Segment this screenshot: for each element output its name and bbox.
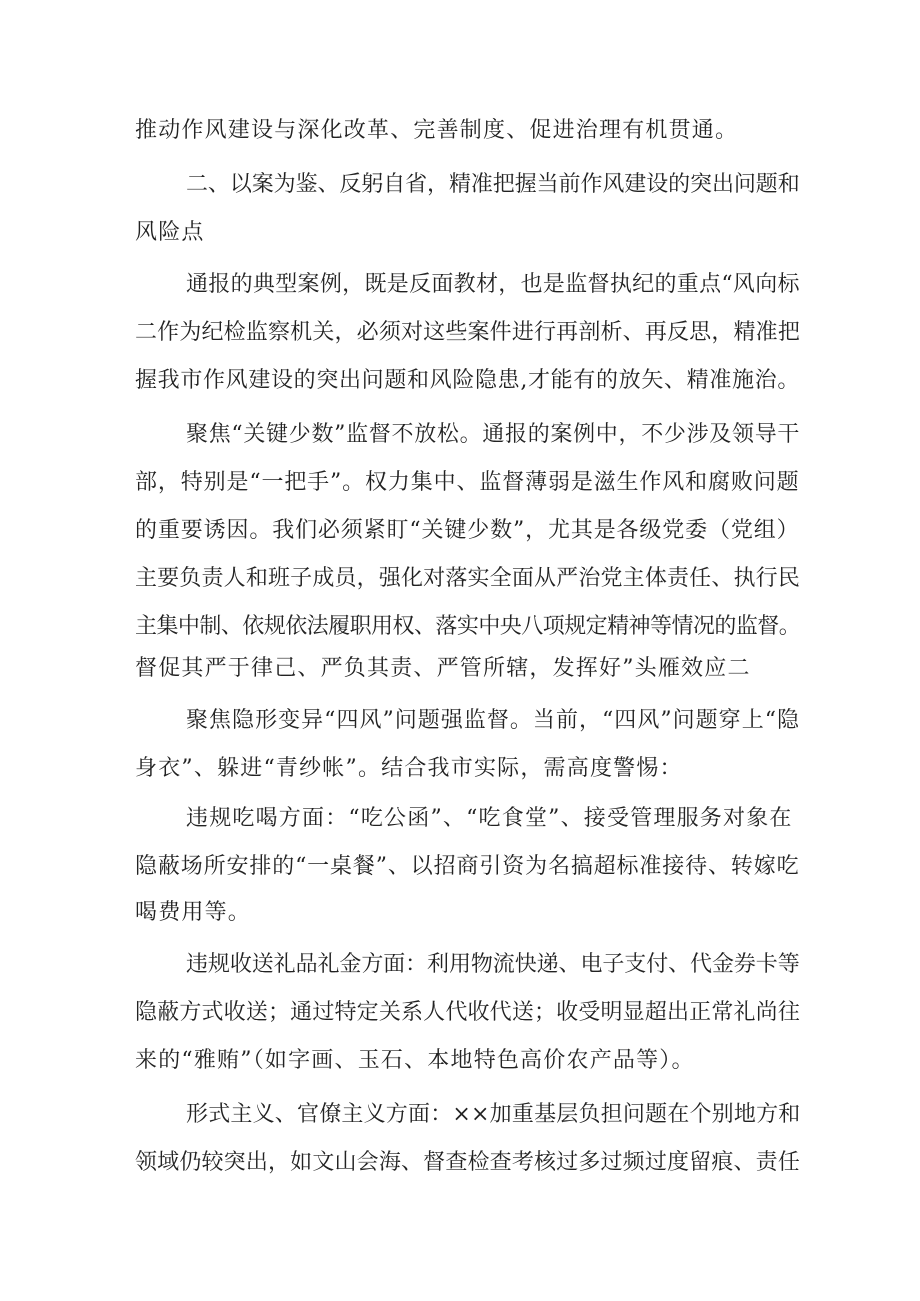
text-line: 违规收送礼品礼金方面：利用物流快递、电子支付、代金券卡等 [186, 952, 800, 977]
text-line: 主要负责人和班子成员，强化对落实全面从严治党主体责任、执行民 [135, 566, 801, 591]
text-line: 督促其严于律己、严负其责、严管所辖，发挥好”头雁效应二 [135, 656, 751, 681]
text-line: 主集中制、依规依法履职用权、落实中央八项规定精神等情况的监督。 [135, 614, 801, 639]
text-line: 部，特别是“一把手”。权力集中、监督薄弱是滋生作风和腐败问题 [135, 470, 800, 495]
text-line: 来的“雅贿”（如字画、玉石、本地特色高价农产品等）。 [135, 1048, 695, 1073]
text-line: 聚焦隐形变异“四风”问题强监督。当前，“四风”问题穿上“隐 [186, 708, 801, 733]
text-line: 隐蔽场所安排的“一桌餐”、以招商引资为名搞超标准接待、转嫁吃 [135, 854, 800, 879]
text-line: 形式主义、官僚主义方面：××加重基层负担问题在个别地方和 [186, 1102, 801, 1127]
section-heading-line: 风险点 [135, 220, 205, 245]
text-line: 的重要诱因。我们必须紧盯“关键少数”，尤其是各级党委（党组） [135, 518, 800, 543]
text-line: 违规吃喝方面：“吃公函”、“吃食堂”、接受管理服务对象在 [186, 806, 793, 831]
section-heading-line: 二、以案为鉴、反躬自省，精准把握当前作风建设的突出问题和 [186, 172, 800, 197]
text-line: 聚焦“关键少数”监督不放松。通报的案例中，不少涉及领导干 [186, 422, 801, 447]
text-line: 隐蔽方式收送；通过特定关系人代收代送；收受明显超出正常礼尚往 [135, 1000, 801, 1025]
text-line: 握我市作风建设的突出问题和风险隐患,才能有的放矢、精准施治。 [135, 368, 800, 393]
text-line: 领域仍较突出，如文山会海、督查检查考核过多过频过度留痕、责任 [135, 1150, 801, 1175]
text-line: 喝费用等。 [135, 900, 252, 925]
text-line: 推动作风建设与深化改革、完善制度、促进治理有机贯通。 [135, 118, 739, 143]
text-line: 二作为纪检监察机关，必须对这些案件进行再剖析、再反思，精准把 [135, 320, 801, 345]
text-line: 通报的典型案例，既是反面教材，也是监督执纪的重点“风向标 [186, 272, 800, 297]
text-line: 身衣”、躲进“青纱帐”。结合我市实际，需高度警惕： [135, 756, 683, 781]
